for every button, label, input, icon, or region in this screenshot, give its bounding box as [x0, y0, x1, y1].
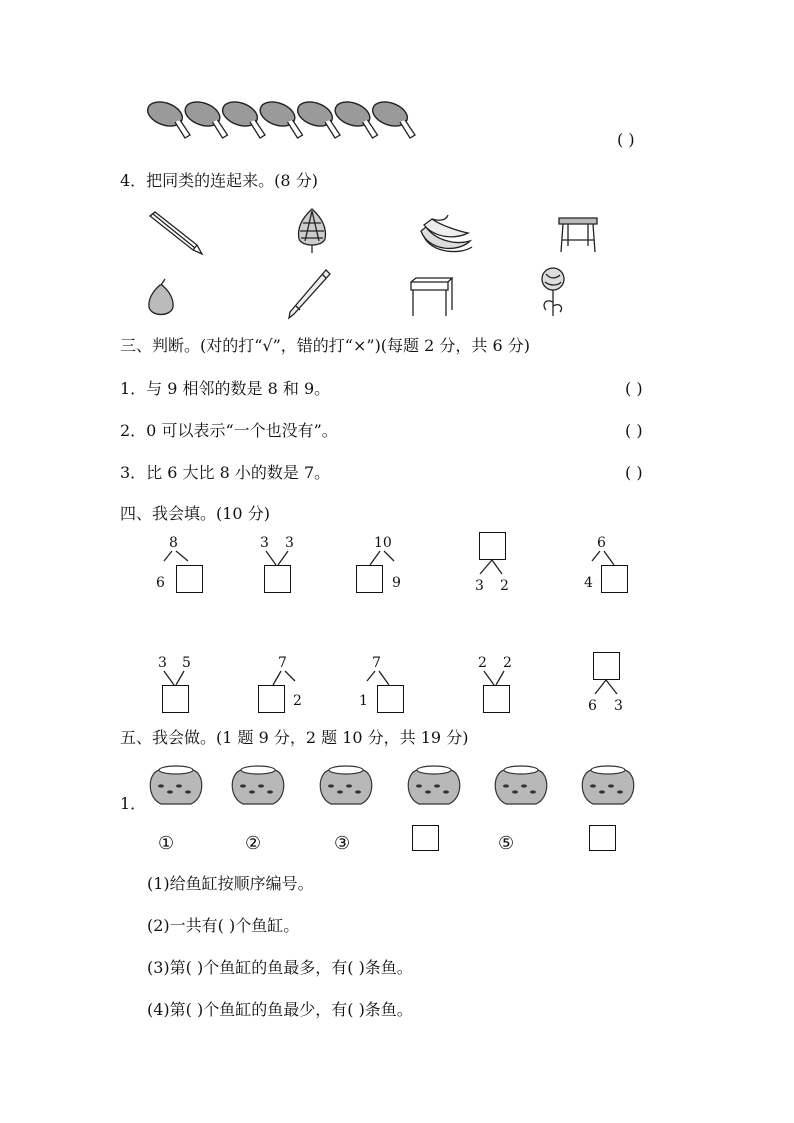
- q1-label: 1．: [120, 794, 147, 813]
- answer-box[interactable]: [601, 565, 628, 593]
- split-top: 7: [372, 655, 381, 671]
- judge-item-2: 2．0 可以表示“一个也没有”。: [120, 421, 338, 440]
- answer-box[interactable]: [377, 685, 404, 713]
- paddle-icon: [144, 98, 190, 138]
- fishbowl-icon: [150, 766, 202, 804]
- fishbowl-icon: [408, 766, 460, 804]
- judge-item-3: 3．比 6 大比 8 小的数是 7。: [120, 463, 331, 482]
- desk-icon[interactable]: [408, 276, 452, 322]
- split-top-right: 3: [285, 535, 294, 551]
- paddles-row: [145, 100, 425, 150]
- bananas-icon[interactable]: [418, 213, 474, 259]
- answer-box[interactable]: [258, 685, 285, 713]
- split-right: 2: [293, 693, 302, 709]
- split-left: 6: [156, 575, 165, 591]
- bowl-label-3: ③: [334, 833, 351, 854]
- split-item-r1-5: [580, 535, 640, 597]
- fishbowls-illustration: [145, 764, 625, 809]
- answer-box[interactable]: [176, 565, 203, 593]
- judge-item-1: 1．与 9 相邻的数是 8 和 9。: [120, 379, 331, 398]
- subq-4[interactable]: (4)第( )个鱼缸的鱼最少，有( )条鱼。: [147, 1000, 413, 1019]
- subq-1: (1)给鱼缸按顺序编号。: [147, 874, 314, 893]
- bowl-label-box-6[interactable]: [589, 825, 616, 851]
- split-item-r2-3: [355, 655, 415, 717]
- stool-icon[interactable]: [556, 214, 600, 258]
- judge-blank-3[interactable]: ( ): [625, 463, 643, 482]
- q4-title: 4．把同类的连起来。(8 分): [120, 171, 318, 190]
- split-top-left: 3: [260, 535, 269, 551]
- fishbowl-icon: [495, 766, 547, 804]
- bowl-label-2: ②: [245, 833, 262, 854]
- flower-icon[interactable]: [536, 266, 570, 322]
- split-top-left: 3: [158, 655, 167, 671]
- fishbowl-icon: [232, 766, 284, 804]
- split-item-r2-4: [475, 655, 525, 717]
- pear-icon[interactable]: [145, 277, 177, 323]
- paddles-answer-blank[interactable]: ( ): [617, 130, 635, 149]
- split-top: 10: [374, 535, 392, 551]
- answer-box[interactable]: [264, 565, 291, 593]
- split-top: 8: [169, 535, 178, 551]
- judge-blank-1[interactable]: ( ): [625, 379, 643, 398]
- section5-title: 五、我会做。(1 题 9 分，2 题 10 分，共 19 分): [120, 728, 469, 747]
- subq-2[interactable]: (2)一共有( )个鱼缸。: [147, 916, 300, 935]
- split-item-r2-1: [155, 655, 205, 717]
- split-top: 7: [278, 655, 287, 671]
- pen-icon[interactable]: [286, 268, 330, 324]
- bowl-label-5: ⑤: [498, 833, 515, 854]
- split-bottom-right: 3: [614, 698, 623, 714]
- split-item-r1-2: [255, 535, 305, 597]
- split-item-r1-1: [150, 535, 210, 597]
- split-item-r1-4: [472, 532, 522, 596]
- split-top-left: 2: [478, 655, 487, 671]
- split-top-right: 5: [182, 655, 191, 671]
- split-left: 4: [584, 575, 593, 591]
- pinecone-icon[interactable]: [295, 207, 329, 259]
- bowl-label-box-4[interactable]: [412, 825, 439, 851]
- split-bottom-left: 6: [588, 698, 597, 714]
- split-bottom-left: 3: [475, 578, 484, 594]
- fishbowl-icon: [320, 766, 372, 804]
- split-bottom-right: 2: [500, 578, 509, 594]
- paddles-illustration: [145, 100, 425, 150]
- answer-box[interactable]: [356, 565, 383, 593]
- split-item-r1-3: [350, 535, 410, 597]
- split-top-right: 2: [503, 655, 512, 671]
- subq-3[interactable]: (3)第( )个鱼缸的鱼最多，有( )条鱼。: [147, 958, 413, 977]
- answer-box[interactable]: [483, 685, 510, 713]
- split-top: 6: [597, 535, 606, 551]
- section3-title: 三、判断。(对的打“√”，错的打“×”)(每题 2 分，共 6 分): [120, 336, 530, 355]
- bowl-label-1: ①: [158, 833, 175, 854]
- fishbowl-icon: [582, 766, 634, 804]
- split-left: 1: [359, 693, 368, 709]
- answer-box[interactable]: [162, 685, 189, 713]
- split-right: 9: [392, 575, 401, 591]
- split-item-r2-2: [255, 655, 315, 717]
- pencil-icon[interactable]: [147, 210, 205, 260]
- split-item-r2-5: [585, 652, 635, 716]
- section4-title: 四、我会填。(10 分): [120, 504, 270, 523]
- judge-blank-2[interactable]: ( ): [625, 421, 643, 440]
- fishbowls-row: [145, 764, 625, 809]
